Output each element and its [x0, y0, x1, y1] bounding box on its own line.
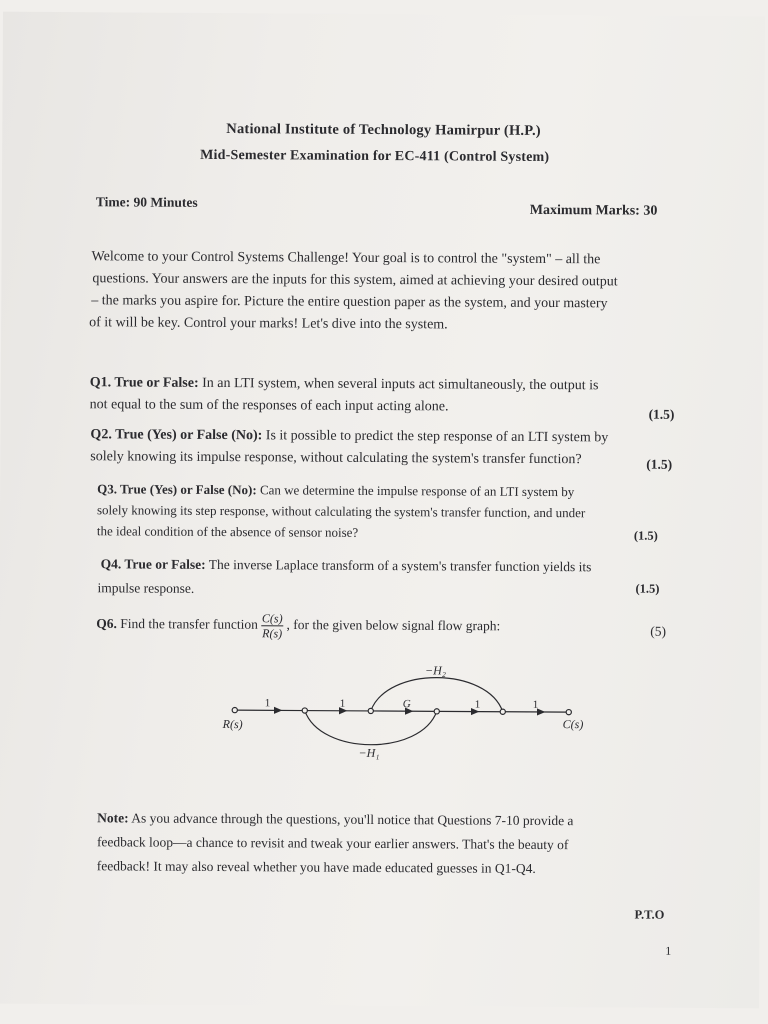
- gain-label: G: [402, 698, 411, 711]
- question-1: [90, 372, 599, 419]
- question-text: Is it possible to predict the step response of an LTI system by: [265, 428, 609, 446]
- question-label: Q1. True or False:: [89, 375, 199, 391]
- intro-line: – the marks you aspire for. Picture the entire question paper as the system, and your mastery: [91, 293, 608, 312]
- page-number: 1: [665, 943, 672, 958]
- note-text: feedback loop—a chance to revisit and tweak your earlier answers. That's the beauty of: [96, 834, 569, 853]
- question-2-marks: (1.5): [646, 456, 673, 472]
- node-output: [566, 710, 571, 715]
- institute-title: National Institute of Technology Hamirpur (H.P.): [226, 121, 541, 139]
- question-text: the ideal condition of the absence of sensor noise?: [96, 523, 359, 540]
- node: [368, 708, 373, 713]
- loop-h1: [305, 711, 437, 746]
- question-text: not equal to the sum of the responses of each input acting alone.: [89, 397, 449, 415]
- transfer-function-fraction: [261, 611, 284, 640]
- question-text: , for the given below signal flow graph:: [286, 617, 501, 634]
- question-3: [97, 478, 586, 544]
- output-label: C(s): [562, 717, 584, 732]
- question-label: Q6.: [96, 615, 117, 631]
- node: [434, 709, 439, 714]
- intro-line: Welcome to your Control Systems Challenge! Your goal is to control the "system" – all the: [91, 249, 601, 268]
- question-label: Q2. True (Yes) or False (No):: [90, 427, 263, 444]
- please-turn-over: P.T.O: [634, 907, 665, 922]
- question-text: In an LTI system, when several inputs act simultaneously, the output is: [202, 375, 599, 394]
- intro-line: of it will be key. Control your marks! Let's dive into the system.: [89, 315, 448, 333]
- gain-label: 1: [474, 698, 481, 711]
- question-text: Can we determine the impulse response of an LTI system by: [259, 482, 575, 500]
- fraction-numerator: C(s): [261, 611, 283, 626]
- intro-paragraph: [91, 246, 618, 337]
- question-4-marks: (1.5): [635, 581, 660, 596]
- question-3-marks: (1.5): [633, 528, 658, 543]
- loop-label-h2: −H₂: [424, 663, 447, 678]
- gain-label: 1: [339, 697, 346, 710]
- exam-sheet: [0, 12, 765, 1009]
- question-2: [90, 424, 608, 471]
- node-input: [232, 707, 237, 712]
- exam-title: Mid-Semester Examination for EC-411 (Control System): [200, 147, 550, 166]
- exam-time: Time: 90 Minutes: [95, 194, 198, 210]
- note-paragraph: [97, 806, 574, 881]
- loop-label-h1: −H₁: [358, 745, 380, 760]
- node: [302, 708, 307, 713]
- signal-flow-graph: [218, 655, 639, 768]
- gain-label: 1: [532, 698, 539, 711]
- fraction-denominator: R(s): [262, 626, 283, 641]
- question-1-marks: (1.5): [648, 406, 675, 422]
- question-6-marks: (5): [650, 623, 667, 639]
- note-text: feedback! It may also reveal whether you have made educated guesses in Q1-Q4.: [96, 858, 536, 876]
- question-4: [97, 552, 592, 603]
- question-6: [96, 610, 500, 641]
- question-text: solely knowing its step response, without calculating the system's transfer function, and under: [96, 502, 586, 521]
- question-label: Q3. True (Yes) or False (No):: [97, 481, 257, 498]
- loop-h2: [371, 677, 503, 712]
- note-text: As you advance through the questions, you'll notice that Questions 7-10 provide a: [131, 810, 574, 829]
- node: [500, 709, 505, 714]
- gain-label: 1: [264, 697, 271, 710]
- question-text: impulse response.: [97, 580, 195, 596]
- note-label: Note:: [97, 810, 129, 826]
- input-label: R(s): [222, 717, 243, 732]
- intro-line: questions. Your answers are the inputs for this system, aimed at achieving your desired output: [92, 271, 618, 290]
- question-text: The inverse Laplace transform of a system's transfer function yields its: [208, 556, 592, 575]
- question-text: solely knowing its impulse response, without calculating the system's transfer function?: [90, 449, 582, 468]
- question-text: Find the transfer function: [120, 616, 258, 632]
- maximum-marks: Maximum Marks: 30: [529, 202, 658, 219]
- question-label: Q4. True or False:: [100, 556, 206, 572]
